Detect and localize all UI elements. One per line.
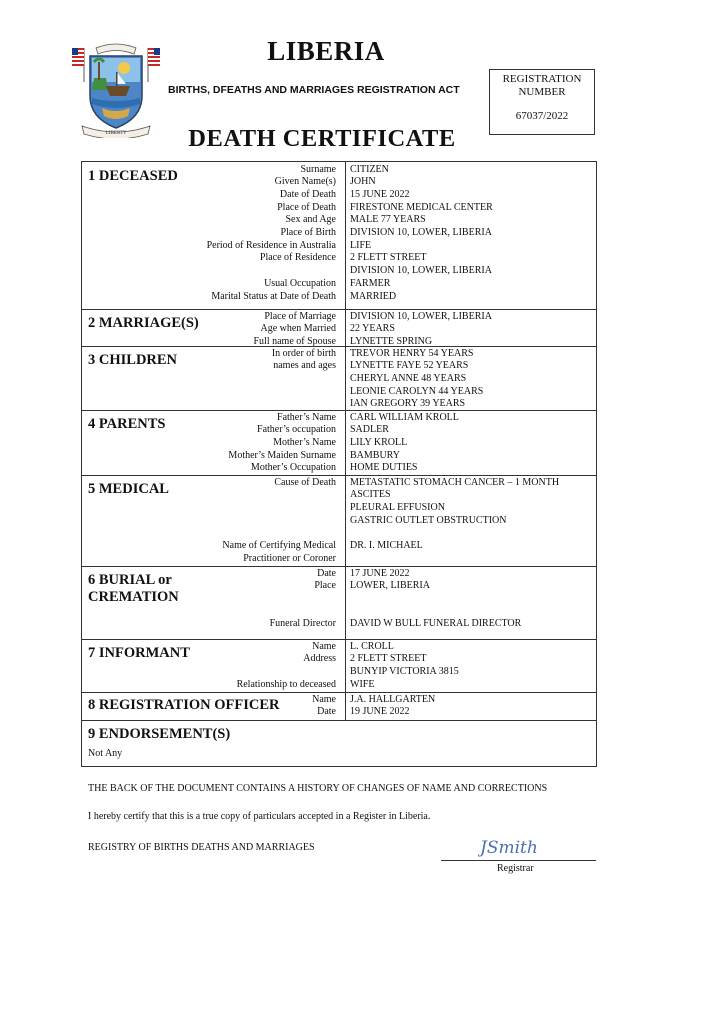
field-label-line: Usual Occupation	[264, 277, 336, 289]
field-label	[303, 653, 336, 666]
section-title-line: 9 ENDORSEMENT(S)	[88, 726, 231, 742]
field-value-line: J.A. HALLGARTEN	[350, 693, 436, 705]
column-divider	[345, 346, 346, 410]
field-label	[251, 462, 336, 475]
field-value-line: 19 JUNE 2022	[350, 706, 410, 718]
svg-text:JSmith: JSmith	[480, 838, 538, 858]
field-value	[350, 227, 492, 240]
section-divider	[82, 639, 596, 640]
field-value-line: DR. I. MICHAEL	[350, 540, 423, 551]
signature-line	[441, 860, 596, 861]
field-value	[350, 412, 459, 425]
field-value-line: HOME DUTIES	[350, 462, 418, 474]
field-value-line: LILY KROLL	[350, 436, 408, 448]
section-divider	[82, 720, 596, 721]
field-value	[350, 694, 435, 707]
field-value	[350, 641, 394, 654]
field-value-line: CITIZEN	[350, 163, 389, 175]
section-title-line: 7 INFORMANT	[88, 645, 190, 661]
field-label	[312, 641, 336, 654]
field-value-line: MALE 77 YEARS	[350, 214, 426, 226]
field-label-line: Place of Residence	[259, 252, 336, 264]
field-label-line: Name of Certifying Medical	[222, 540, 336, 551]
field-label	[270, 618, 336, 631]
field-value	[350, 278, 390, 291]
column-divider	[345, 692, 346, 720]
back-notice: THE BACK OF THE DOCUMENT CONTAINS A HISTORY OF CHANGES OF NAME AND CORRECTIONS	[88, 783, 548, 794]
field-label-line: Date	[317, 706, 336, 718]
registrar-label: Registrar	[497, 863, 534, 874]
field-value	[350, 311, 492, 324]
section-title	[88, 572, 179, 606]
field-label	[260, 252, 336, 265]
field-value-line: IAN GREGORY 39 YEARS	[350, 398, 466, 410]
field-value-line: LYNETTE FAYE 52 YEARS	[350, 360, 469, 372]
field-value	[350, 540, 423, 553]
field-label-line: Date of Death	[279, 188, 336, 200]
field-value-line: MARRIED	[350, 290, 397, 302]
field-value-line: 22 YEARS	[350, 323, 395, 335]
document-title: DEATH CERTIFICATE	[188, 125, 456, 152]
field-label	[285, 214, 336, 227]
section-title-line: 5 MEDICAL	[88, 481, 169, 497]
field-value-line: SADLER	[350, 424, 389, 436]
field-value	[350, 189, 409, 202]
field-value-line: METASTATIC STOMACH CANCER – 1 MONTH	[350, 476, 560, 488]
field-label-line: Name	[312, 693, 336, 705]
field-label	[222, 540, 336, 565]
field-value	[350, 348, 483, 412]
field-value	[350, 477, 559, 528]
column-divider	[345, 566, 346, 639]
field-label-line: Place of Death	[277, 201, 336, 213]
column-divider	[345, 162, 346, 309]
field-label	[275, 176, 336, 189]
field-value	[350, 164, 389, 177]
field-label-line: Practitioner or Coroner	[243, 552, 336, 564]
section-title-line: 1 DECEASED	[88, 168, 178, 184]
field-label	[273, 437, 336, 450]
field-value	[350, 568, 409, 581]
field-value-line: WIFE	[350, 678, 375, 690]
field-value-line: LYNETTE SPRING	[350, 335, 433, 347]
registrar-signature	[478, 833, 558, 859]
field-label-line: names and ages	[273, 360, 336, 372]
registry-name: REGISTRY OF BIRTHS DEATHS AND MARRIAGES	[88, 842, 315, 853]
section-title	[88, 315, 199, 332]
field-value-line: DIVISION 10, LOWER, LIBERIA	[350, 265, 492, 277]
column-divider	[345, 410, 346, 475]
section-title-line: 2 MARRIAGE(S)	[88, 315, 199, 331]
field-label-line: Father’s occupation	[257, 424, 336, 436]
field-label-line: Date	[317, 567, 336, 579]
section-title	[88, 481, 169, 498]
column-divider	[345, 639, 346, 692]
field-label-line: Full name of Spouse	[253, 335, 336, 347]
field-label-line: Given Name(s)	[274, 176, 336, 188]
certification-statement: I hereby certify that this is a true copy of particulars accepted in a Register in Liberia.	[88, 811, 431, 822]
field-value-line: DIVISION 10, LOWER, LIBERIA	[350, 227, 492, 238]
endorsement-note: Not Any	[88, 748, 123, 759]
column-divider	[345, 309, 346, 346]
field-value-line: CARL WILLIAM KROLL	[350, 411, 459, 423]
field-value	[350, 679, 374, 692]
section-title-line: 6 BURIAL or	[88, 572, 172, 588]
field-value-line: CHERYL ANNE 48 YEARS	[350, 372, 467, 384]
field-label-line: Period of Residence in Australia	[206, 239, 336, 251]
section-title-line: CREMATION	[88, 589, 179, 605]
section-title	[88, 645, 190, 662]
field-value-line: PLEURAL EFFUSION	[350, 501, 445, 513]
field-value	[350, 291, 396, 304]
section-divider	[82, 410, 596, 411]
section-divider	[82, 566, 596, 567]
field-label-line: Place	[314, 580, 336, 592]
field-value	[350, 214, 426, 227]
country-title: LIBERIA	[267, 36, 385, 66]
column-divider	[345, 475, 346, 566]
section-title-line: 3 CHILDREN	[88, 352, 178, 368]
field-value	[350, 450, 400, 463]
field-label	[312, 694, 336, 707]
svg-text:LIBERTY: LIBERTY	[105, 131, 127, 136]
field-label	[277, 202, 336, 215]
field-value	[350, 202, 493, 215]
field-value	[350, 618, 521, 631]
field-label	[274, 477, 336, 490]
section-divider	[82, 692, 596, 693]
field-value	[350, 323, 395, 336]
registration-label-line2: NUMBER	[518, 86, 566, 98]
field-label-line: Address	[303, 653, 336, 665]
field-label	[280, 227, 336, 240]
field-label	[211, 291, 336, 304]
field-label	[314, 580, 336, 593]
field-label	[280, 189, 336, 202]
field-value-line: LOWER, LIBERIA	[350, 580, 430, 592]
field-label	[277, 412, 336, 425]
field-value	[350, 580, 430, 593]
section-title	[88, 416, 165, 433]
field-label-line: Place of Birth	[280, 227, 336, 238]
field-label-line: Funeral Director	[269, 618, 336, 630]
field-value-line: FARMER	[350, 277, 391, 289]
section-title-line: 8 REGISTRATION OFFICER	[88, 697, 280, 713]
section-title	[88, 697, 279, 714]
field-value-line: DIVISION 10, LOWER, LIBERIA	[350, 310, 492, 322]
certificate-table	[81, 161, 597, 767]
field-value-line: 2 FLETT STREET	[350, 252, 427, 264]
section-title	[88, 168, 178, 185]
field-label-line: Age when Married	[260, 323, 336, 335]
field-label	[264, 278, 336, 291]
field-label-line: Mother’s Occupation	[250, 462, 336, 474]
section-title-line: 4 PARENTS	[88, 416, 166, 432]
field-label	[300, 164, 336, 177]
field-value	[350, 252, 492, 277]
field-value-line: TREVOR HENRY 54 YEARS	[350, 347, 474, 359]
field-value	[350, 653, 459, 678]
field-label-line: Cause of Death	[274, 476, 336, 488]
field-value-line: L. CROLL	[350, 640, 394, 652]
field-label-line: Mother’s Name	[273, 436, 336, 448]
field-label-line: In order of birth	[271, 347, 336, 359]
field-value	[350, 240, 371, 253]
field-value-line: FIRESTONE MEDICAL CENTER	[350, 201, 493, 213]
field-label	[228, 450, 336, 463]
field-value-line: 15 JUNE 2022	[350, 188, 410, 200]
field-value	[350, 462, 418, 475]
field-value-line: LIFE	[350, 239, 372, 251]
section-title	[88, 726, 230, 743]
field-value-line: 2 FLETT STREET	[350, 653, 427, 665]
field-value	[350, 437, 407, 450]
field-label-line: Place of Marriage	[264, 310, 336, 322]
field-label	[272, 348, 336, 373]
field-value	[350, 706, 409, 719]
registration-label-line1: REGISTRATION	[502, 73, 582, 85]
field-label	[237, 679, 336, 692]
section-divider	[82, 346, 596, 347]
field-value-line: ASCITES	[350, 489, 391, 501]
field-value-line: BAMBURY	[350, 449, 401, 461]
field-value-line: JOHN	[350, 176, 376, 188]
section-title	[88, 352, 177, 369]
act-title: BIRTHS, DFEATHS AND MARRIAGES REGISTRATION ACT	[168, 84, 460, 96]
field-label	[317, 568, 336, 581]
field-value-line: LEONIE CAROLYN 44 YEARS	[350, 385, 484, 397]
field-label-line: Sex and Age	[285, 214, 336, 226]
field-label-line: Mother’s Maiden Surname	[228, 449, 336, 461]
field-label	[264, 311, 336, 324]
field-label-line: Relationship to deceased	[236, 678, 336, 690]
field-value	[350, 176, 376, 189]
field-value-line: DAVID W BULL FUNERAL DIRECTOR	[350, 618, 522, 630]
field-label-line: Name	[312, 640, 336, 652]
field-label	[317, 706, 336, 719]
field-value-line: 17 JUNE 2022	[350, 567, 410, 579]
field-label-line: Father’s Name	[277, 411, 336, 423]
field-label-line: Surname	[300, 163, 336, 175]
field-value-line: BUNYIP VICTORIA 3815	[350, 665, 459, 677]
field-label	[257, 424, 336, 437]
field-label	[260, 323, 336, 336]
section-divider	[82, 309, 596, 310]
field-value-line: GASTRIC OUTLET OBSTRUCTION	[350, 514, 507, 526]
field-value	[350, 424, 389, 437]
registration-number: 67037/2022	[515, 110, 569, 122]
field-label-line: Marital Status at Date of Death	[211, 290, 336, 302]
field-label	[207, 240, 336, 253]
